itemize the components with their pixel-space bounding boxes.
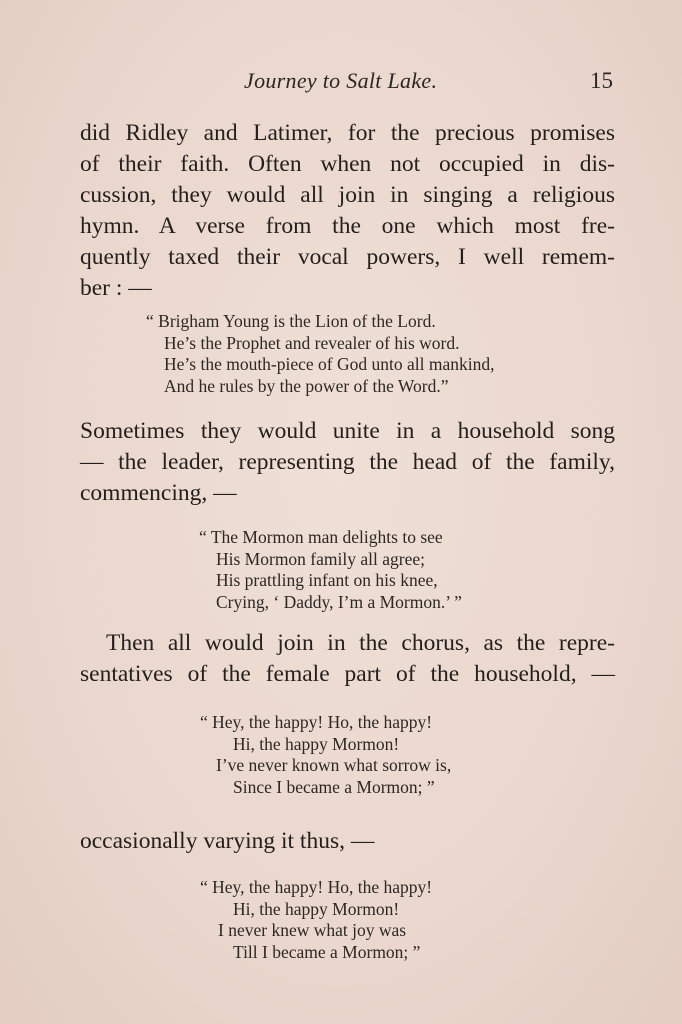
verse-line: His prattling infant on his knee, (216, 570, 438, 590)
paragraph-1 (80, 118, 615, 304)
paragraph-line: hymn. A verse from the one which most fre- (80, 213, 615, 239)
verse-line: He’s the Prophet and revealer of his word. (164, 332, 460, 353)
verse-3 (200, 712, 451, 798)
page-number: 15 (590, 68, 613, 93)
verse-line: His Mormon family all agree; (216, 548, 425, 569)
paragraph-3-continued (80, 659, 615, 690)
verse-line: Hi, the happy Mormon! (233, 898, 400, 919)
paragraph-3 (106, 628, 615, 659)
paragraph-line: ber : — (80, 275, 152, 301)
paragraph-line: Then all would join in the chorus, as the repre- (106, 630, 615, 656)
paragraph-line: sentatives of the female part of the household, — (80, 661, 615, 687)
paragraph-2 (80, 416, 615, 509)
paragraph-line: commencing, — (80, 480, 237, 506)
verse-line: Till I became a Mormon; ” (233, 941, 421, 962)
paragraph-line: did Ridley and Latimer, for the precious promises (80, 120, 615, 146)
verse-line: I’ve never known what sorrow is, (216, 755, 452, 775)
verse-2 (199, 527, 462, 613)
paragraph-line: of their faith. Often when not occupied in dis- (80, 151, 615, 177)
verse-line: Since I became a Mormon; ” (233, 776, 435, 797)
paragraph-line: quently taxed their vocal powers, I well remem- (80, 244, 615, 270)
paragraph-line: Sometimes they would unite in a household song (80, 418, 615, 444)
paragraph-line: occasionally varying it thus, — (80, 828, 375, 854)
paragraph-4 (80, 826, 615, 857)
verse-line: And he rules by the power of the Word.” (164, 375, 449, 396)
verse-line: “ The Mormon man delights to see (199, 527, 443, 547)
verse-line: I never knew what joy was (218, 920, 407, 940)
verse-1 (146, 311, 494, 397)
verse-line: Hi, the happy Mormon! (233, 733, 400, 754)
verse-4 (200, 877, 432, 963)
running-head (0, 68, 682, 98)
verse-line: “ Hey, the happy! Ho, the happy! (200, 712, 433, 732)
verse-line: Crying, ‘ Daddy, I’m a Mormon.’ ” (216, 591, 462, 612)
running-title: Journey to Salt Lake. (244, 68, 438, 93)
paragraph-line: cussion, they would all join in singing a religious (80, 182, 615, 208)
verse-line: “ Hey, the happy! Ho, the happy! (200, 877, 433, 897)
paragraph-line: — the leader, representing the head of the family, (80, 449, 615, 475)
verse-line: “ Brigham Young is the Lion of the Lord. (146, 311, 436, 331)
verse-line: He’s the mouth-piece of God unto all mankind, (164, 354, 495, 374)
